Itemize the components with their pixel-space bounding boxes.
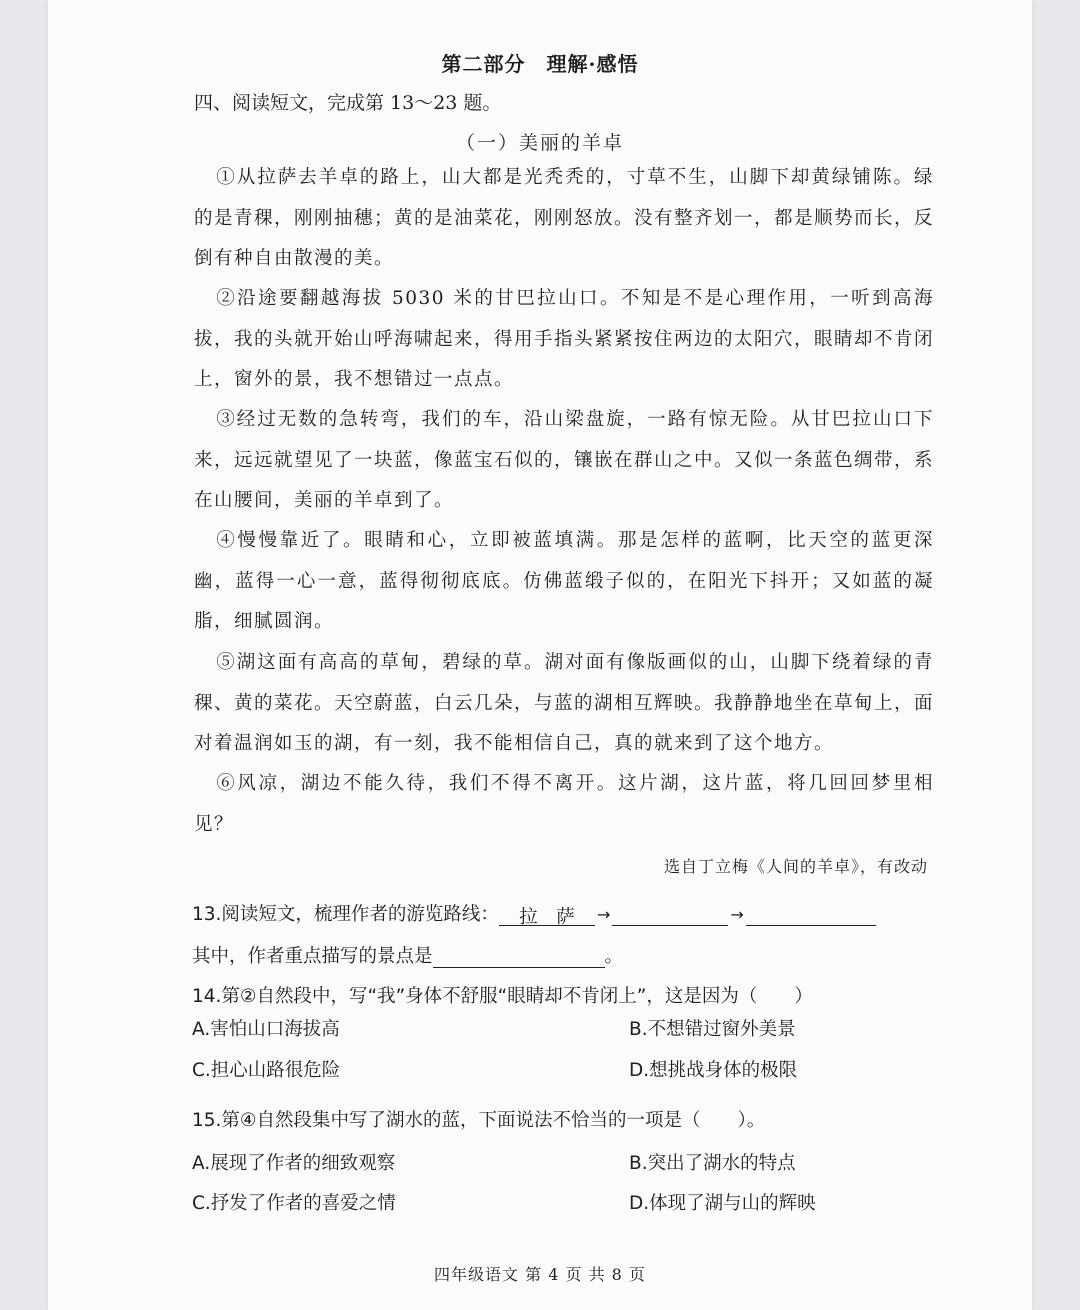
route-blank-3[interactable] xyxy=(746,903,876,926)
question-14-option-a[interactable]: A.害怕山口海拔高 xyxy=(192,1019,340,1040)
question-15-option-a[interactable]: A.展现了作者的细致观察 xyxy=(192,1153,396,1174)
question-15-option-d[interactable]: D.体现了湖与山的辉映 xyxy=(629,1193,816,1214)
paragraph-5: ⑤湖这面有高高的草甸，碧绿的草。湖对面有像版画似的山，山脚下绕着绿的青稞、黄的菜花。天空蔚蓝，白云几朵，与蓝的湖相互辉映。我静静地坐在草甸上，面对着温润如玉的湖，有一刻，我不能相信自己，真的就来到了这个地方。 xyxy=(194,652,935,754)
paragraph-6: ⑥风凉，湖边不能久待，我们不得不离开。这片湖，这片蓝，将几回回梦里相见？ xyxy=(194,773,934,835)
question-14-option-c[interactable]: C.担心山路很危险 xyxy=(192,1060,341,1081)
question-13-line2-suffix: 。 xyxy=(604,946,624,967)
arrow-right-icon: → xyxy=(730,905,744,924)
passage-source: 选自丁立梅《人间的羊卓》，有改动 xyxy=(663,857,928,876)
paragraph-4: ④慢慢靠近了。眼睛和心，立即被蓝填满。那是怎样的蓝啊，比天空的蓝更深幽，蓝得一心一意，蓝得彻彻底底。仿佛蓝缎子似的，在阳光下抖开；又如蓝的凝脂，细腻圆润。 xyxy=(194,530,934,632)
paragraph-1: ①从拉萨去羊卓的路上，山大都是光秃秃的，寸草不生，山脚下却黄绿铺陈。绿的是青稞，刚刚抽穗；黄的是油菜花，刚刚怒放。没有整齐划一，都是顺势而长，反倒有种自由散漫的美。 xyxy=(194,167,935,269)
section-title: 第二部分 理解·感悟 xyxy=(441,52,639,76)
question-15-option-c[interactable]: C.抒发了作者的喜爱之情 xyxy=(192,1193,396,1214)
route-blank-2[interactable] xyxy=(612,903,728,926)
exam-page xyxy=(48,0,1032,1310)
focus-scene-blank[interactable] xyxy=(433,945,605,968)
route-blank-1[interactable]: 拉 萨 xyxy=(499,903,595,926)
question-15-option-b[interactable]: B.突出了湖水的特点 xyxy=(629,1153,796,1174)
question-14-option-b[interactable]: B.不想错过窗外美景 xyxy=(629,1019,796,1040)
question-15-stem: 15.第④自然段集中写了湖水的蓝，下面说法不恰当的一项是（ ）。 xyxy=(192,1110,766,1131)
question-14-option-d[interactable]: D.想挑战身体的极限 xyxy=(629,1060,798,1081)
question-13-line2-prefix: 其中，作者重点描写的景点是 xyxy=(192,946,433,967)
reading-instruction: 四、阅读短文，完成第 13～23 题。 xyxy=(194,92,502,114)
passage-title: （一）美丽的羊卓 xyxy=(455,132,624,154)
arrow-right-icon: → xyxy=(596,905,611,924)
question-13-line1 xyxy=(192,900,876,926)
question-14-stem: 14.第②自然段中，写“我”身体不舒服“眼睛却不肯闭上”，这是因为（ ） xyxy=(192,986,813,1007)
question-13-prefix: 13.阅读短文，梳理作者的游览路线： xyxy=(192,904,499,925)
question-13-line2 xyxy=(192,942,623,968)
paragraph-3: ③经过无数的急转弯，我们的车，沿山梁盘旋，一路有惊无险。从甘巴拉山口下来，远远就望见了一块蓝，像蓝宝石似的，镶嵌在群山之中。又似一条蓝色绸带，系在山腰间，美丽的羊卓到了。 xyxy=(194,409,935,511)
page-footer: 四年级语文 第 4 页 共 8 页 xyxy=(434,1265,646,1284)
paragraph-2: ②沿途要翻越海拔 5030 米的甘巴拉山口。不知是不是心理作用，一听到高海拔，我的头就开始山呼海啸起来，得用手指头紧紧按住两边的太阳穴，眼睛却不肯闭上，窗外的景，我不想错过一点点。 xyxy=(194,288,935,390)
